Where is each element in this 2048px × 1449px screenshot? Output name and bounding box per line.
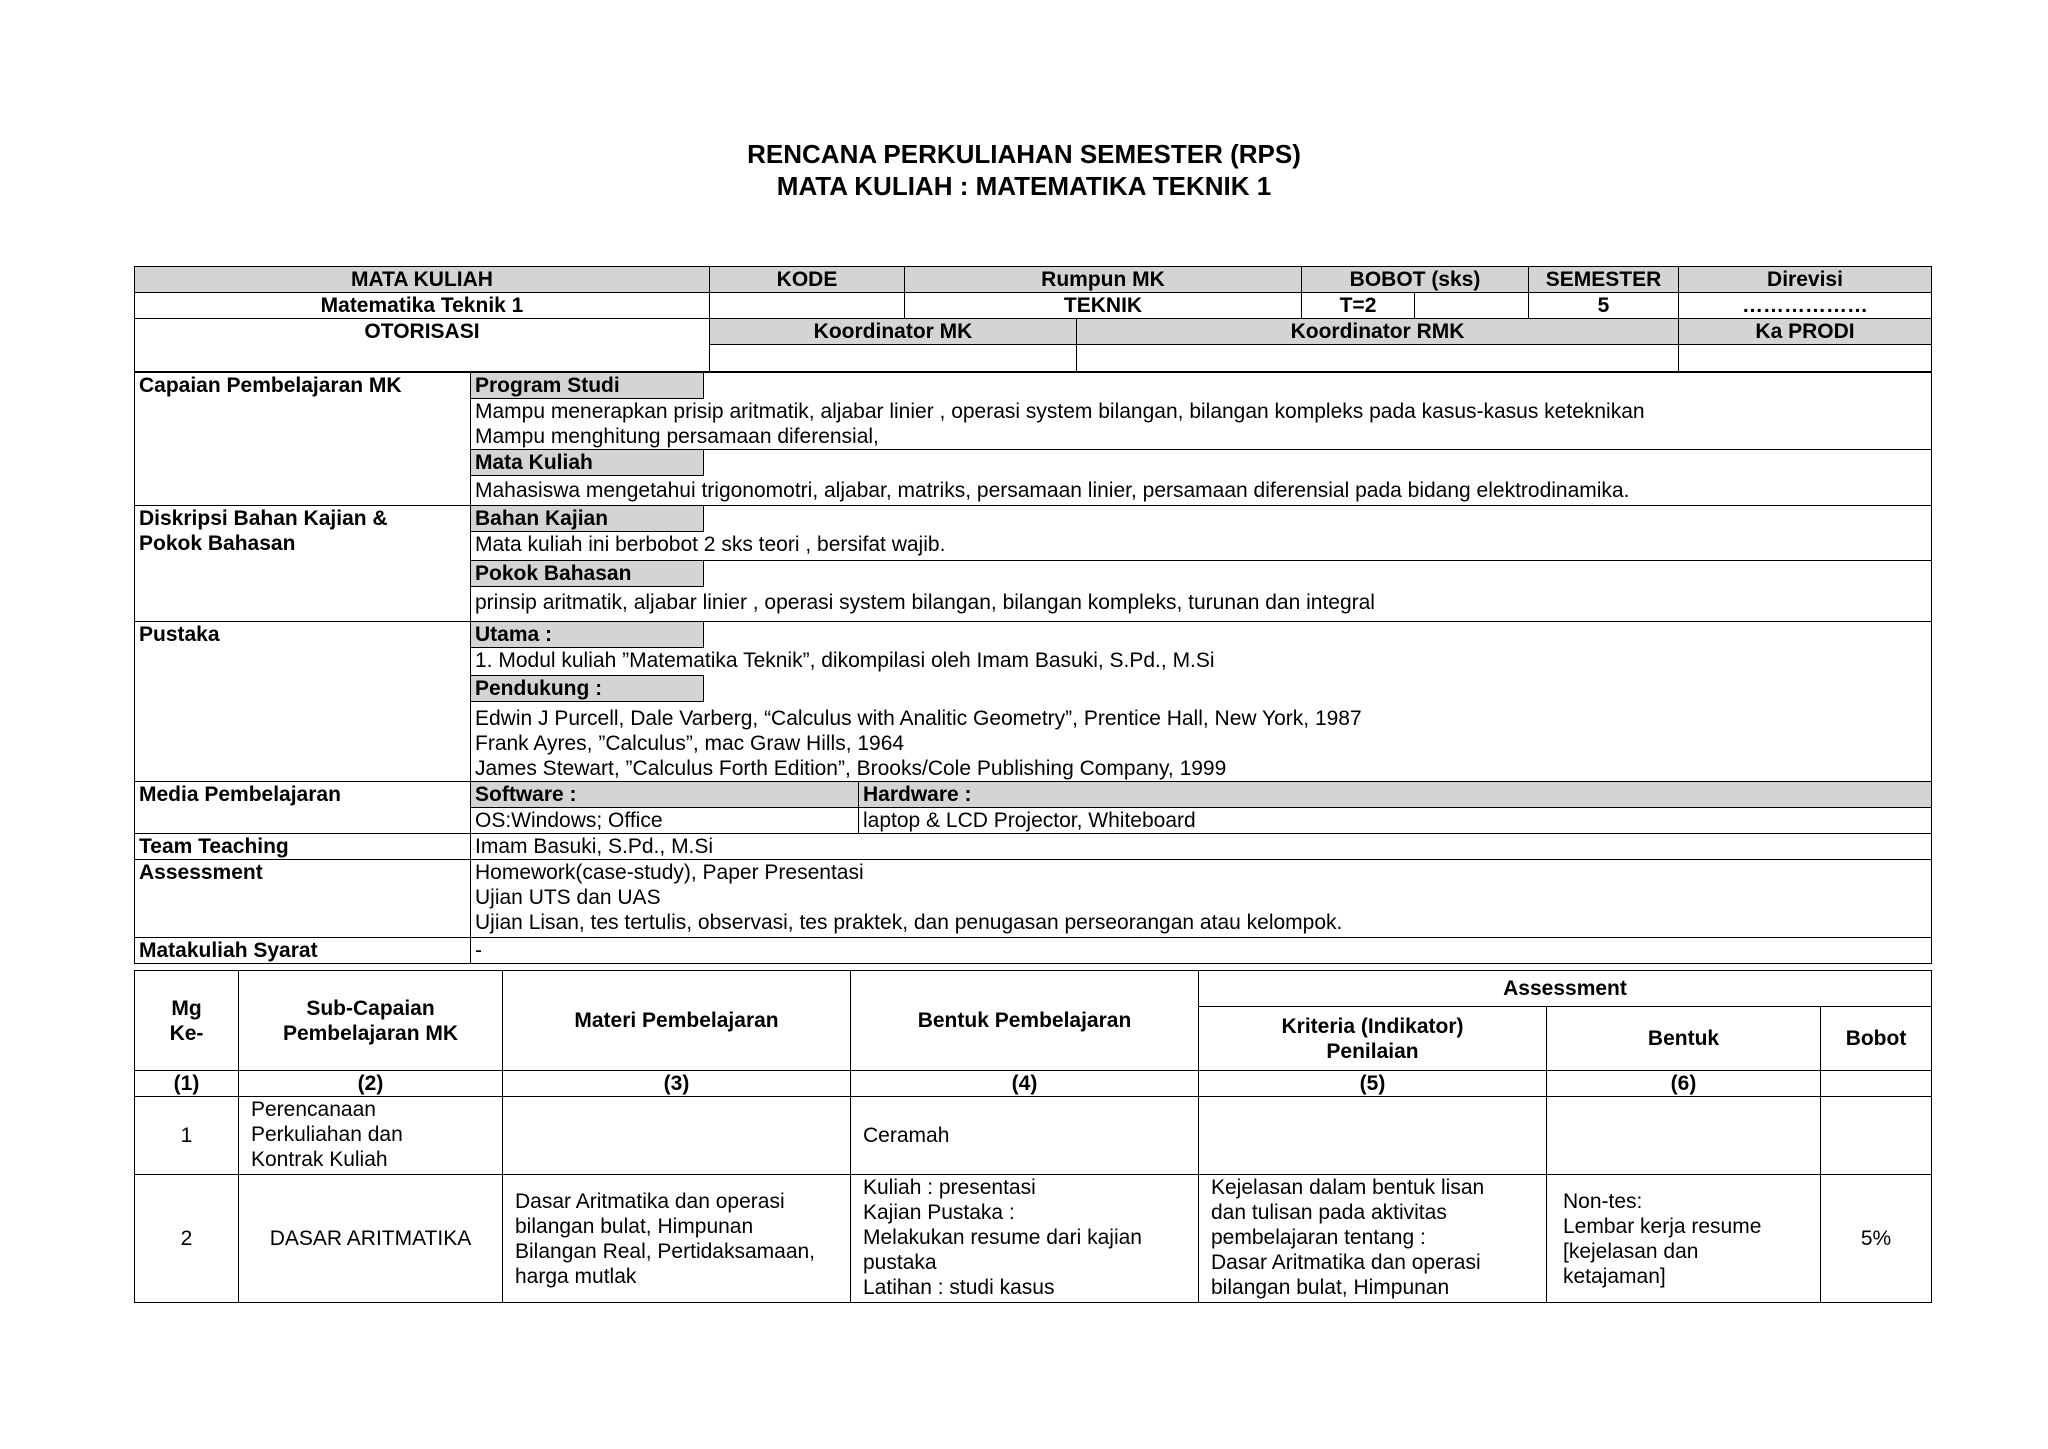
row2-bentuk-line: Lembar kerja resume xyxy=(1563,1214,1762,1238)
row2-bentuk-pemb-line: Latihan : studi kasus xyxy=(863,1276,1055,1299)
value-bobot-extra xyxy=(1415,293,1529,319)
row1-materi xyxy=(503,1097,851,1175)
row2-sub: DASAR ARITMATIKA xyxy=(239,1175,503,1303)
bahan-kajian-label: Bahan Kajian xyxy=(471,506,705,533)
pustaka-pendukung-label: Pendukung : xyxy=(471,675,705,702)
pokok-bahasan-text: prinsip aritmatik, aljabar linier , operasi system bilangan, bilangan kompleks, turunan dan integral xyxy=(475,591,1375,614)
plan-col-number: (2) xyxy=(239,1071,503,1097)
plan-header-sub-line1: Sub-Capaian xyxy=(306,996,435,1020)
plan-col-number: (1) xyxy=(135,1071,239,1097)
assessment-line: Ujian UTS dan UAS xyxy=(475,886,661,909)
pustaka-label: Pustaka xyxy=(135,622,471,782)
mata-kuliah-cp-label: Mata Kuliah xyxy=(471,449,705,476)
row1-sub-line: Kontrak Kuliah xyxy=(251,1148,388,1171)
header-semester: SEMESTER xyxy=(1529,267,1679,293)
table-row xyxy=(135,1097,1932,1175)
row2-bentuk-line: ketajaman] xyxy=(1563,1264,1666,1288)
row2-materi-line: bilangan bulat, Himpunan xyxy=(515,1214,754,1238)
course-description-table xyxy=(134,372,1932,964)
row2-bentuk-pemb-line: Kuliah : presentasi xyxy=(863,1176,1036,1199)
team-teaching-value: Imam Basuki, S.Pd., M.Si xyxy=(471,834,1932,860)
document-title: RENCANA PERKULIAHAN SEMESTER (RPS) xyxy=(747,139,1301,169)
row2-kriteria-line: dan tulisan pada aktivitas xyxy=(1211,1201,1447,1224)
header-bobot: BOBOT (sks) xyxy=(1302,267,1529,293)
header-rumpun: Rumpun MK xyxy=(905,267,1302,293)
row2-kriteria-line: Dasar Aritmatika dan operasi xyxy=(1211,1251,1481,1274)
plan-col-number: (6) xyxy=(1547,1071,1821,1097)
media-label: Media Pembelajaran xyxy=(135,782,471,834)
otorisasi-label: OTORISASI xyxy=(135,319,710,372)
koordinator-mk-label: Koordinator MK xyxy=(710,319,1077,345)
value-direvisi: ……………… xyxy=(1679,293,1932,319)
ka-prodi-signature xyxy=(1679,345,1932,372)
pustaka-utama-text: 1. Modul kuliah ”Matematika Teknik”, dikompilasi oleh Imam Basuki, S.Pd., M.Si xyxy=(475,649,1215,672)
row1-mg: 1 xyxy=(135,1097,239,1175)
header-mata-kuliah: MATA KULIAH xyxy=(135,267,710,293)
software-label: Software : xyxy=(471,782,859,808)
row1-bentuk-pembelajaran: Ceramah xyxy=(851,1097,1199,1175)
pustaka-pendukung-item: Edwin J Purcell, Dale Varberg, “Calculus with Analitic Geometry”, Prentice Hall, New York, 1987 xyxy=(475,707,1362,730)
hardware-value: laptop & LCD Projector, Whiteboard xyxy=(859,808,1932,834)
plan-col-number xyxy=(1821,1071,1932,1097)
row1-kriteria xyxy=(1199,1097,1547,1175)
weekly-plan-table xyxy=(134,970,1932,1303)
pokok-bahasan-label: Pokok Bahasan xyxy=(471,560,705,587)
plan-header-mg-line2: Ke- xyxy=(169,1021,204,1045)
plan-col-number: (5) xyxy=(1199,1071,1547,1097)
course-header-table xyxy=(134,266,1932,372)
diskripsi-label-line2: Pokok Bahasan xyxy=(139,532,296,555)
ka-prodi-label: Ka PRODI xyxy=(1679,319,1932,345)
hardware-label: Hardware : xyxy=(859,782,1932,808)
row1-sub-line: Perencanaan xyxy=(251,1098,376,1121)
plan-header-assessment: Assessment xyxy=(1199,971,1932,1007)
assessment-label: Assessment xyxy=(135,860,471,938)
team-teaching-label: Team Teaching xyxy=(135,834,471,860)
syarat-label: Matakuliah Syarat xyxy=(135,938,471,964)
value-semester: 5 xyxy=(1529,293,1679,319)
program-studi-label: Program Studi xyxy=(471,373,705,400)
pustaka-pendukung-item: James Stewart, ”Calculus Forth Edition”, Brooks/Cole Publishing Company, 1999 xyxy=(475,757,1227,780)
row2-materi-line: harga mutlak xyxy=(515,1264,637,1288)
row2-kriteria-line: Kejelasan dalam bentuk lisan xyxy=(1211,1176,1485,1199)
pustaka-pendukung-item: Frank Ayres, ”Calculus”, mac Graw Hills, 1964 xyxy=(475,732,905,755)
row2-bentuk-pemb-line: Kajian Pustaka : xyxy=(863,1201,1015,1224)
plan-header-materi: Materi Pembelajaran xyxy=(503,971,851,1071)
row2-bentuk-line: [kejelasan dan xyxy=(1563,1239,1699,1263)
value-kode xyxy=(710,293,905,319)
plan-header-sub-line2: Pembelajaran MK xyxy=(282,1021,459,1045)
table-row xyxy=(135,1175,1932,1303)
koordinator-rmk-label: Koordinator RMK xyxy=(1077,319,1679,345)
plan-header-bobot: Bobot xyxy=(1821,1007,1932,1071)
plan-header-kriteria-line1: Kriteria (Indikator) xyxy=(1281,1014,1464,1038)
plan-header-kriteria-line2: Penilaian xyxy=(1326,1039,1419,1063)
row2-kriteria-line: bilangan bulat, Himpunan xyxy=(1211,1276,1450,1299)
row1-bobot xyxy=(1821,1097,1932,1175)
row2-kriteria-line: pembelajaran tentang : xyxy=(1211,1226,1426,1249)
plan-col-number: (4) xyxy=(851,1071,1199,1097)
software-value: OS:Windows; Office xyxy=(471,808,859,834)
diskripsi-label-line1: Diskripsi Bahan Kajian & xyxy=(139,507,388,530)
plan-header-mg-line1: Mg xyxy=(171,996,202,1020)
syarat-value: - xyxy=(471,938,1932,964)
row2-materi-line: Dasar Aritmatika dan operasi xyxy=(515,1189,785,1213)
assessment-line: Ujian Lisan, tes tertulis, observasi, tes praktek, dan penugasan perseorangan atau kelompok. xyxy=(475,911,1343,934)
plan-header-bentuk: Bentuk xyxy=(1547,1007,1821,1071)
assessment-line: Homework(case-study), Paper Presentasi xyxy=(475,861,864,884)
program-studi-line2: Mampu menghitung persamaan diferensial, xyxy=(475,425,879,448)
mata-kuliah-cp-text: Mahasiswa mengetahui trigonomotri, aljabar, matriks, persamaan linier, persamaan diferensial pada bidang elektrodinamika. xyxy=(475,479,1630,502)
plan-header-bentuk-pembelajaran: Bentuk Pembelajaran xyxy=(851,971,1199,1071)
pustaka-utama-label: Utama : xyxy=(471,622,705,649)
row2-bentuk-pemb-line: Melakukan resume dari kajian xyxy=(863,1226,1142,1249)
header-kode: KODE xyxy=(710,267,905,293)
value-rumpun: TEKNIK xyxy=(905,293,1302,319)
koordinator-rmk-signature xyxy=(1077,345,1679,372)
program-studi-line1: Mampu menerapkan prisip aritmatik, aljabar linier , operasi system bilangan, bilangan kompleks pada kasus-kasus keteknikan xyxy=(475,400,1645,423)
row2-materi-line: Bilangan Real, Pertidaksamaan, xyxy=(515,1239,816,1263)
row1-bentuk xyxy=(1547,1097,1821,1175)
row2-bobot: 5% xyxy=(1821,1175,1932,1303)
document-subtitle: MATA KULIAH : MATEMATIKA TEKNIK 1 xyxy=(776,171,1272,201)
capaian-label: Capaian Pembelajaran MK xyxy=(135,373,471,506)
bahan-kajian-text: Mata kuliah ini berbobot 2 sks teori , bersifat wajib. xyxy=(475,533,946,556)
value-mata-kuliah: Matematika Teknik 1 xyxy=(135,293,710,319)
row2-bentuk-pemb-line: pustaka xyxy=(863,1251,937,1274)
header-direvisi: Direvisi xyxy=(1679,267,1932,293)
value-bobot: T=2 xyxy=(1302,293,1415,319)
plan-col-number: (3) xyxy=(503,1071,851,1097)
koordinator-mk-signature xyxy=(710,345,1077,372)
row1-sub-line: Perkuliahan dan xyxy=(251,1123,403,1146)
row2-bentuk-line: Non-tes: xyxy=(1563,1189,1643,1213)
row2-mg: 2 xyxy=(135,1175,239,1303)
